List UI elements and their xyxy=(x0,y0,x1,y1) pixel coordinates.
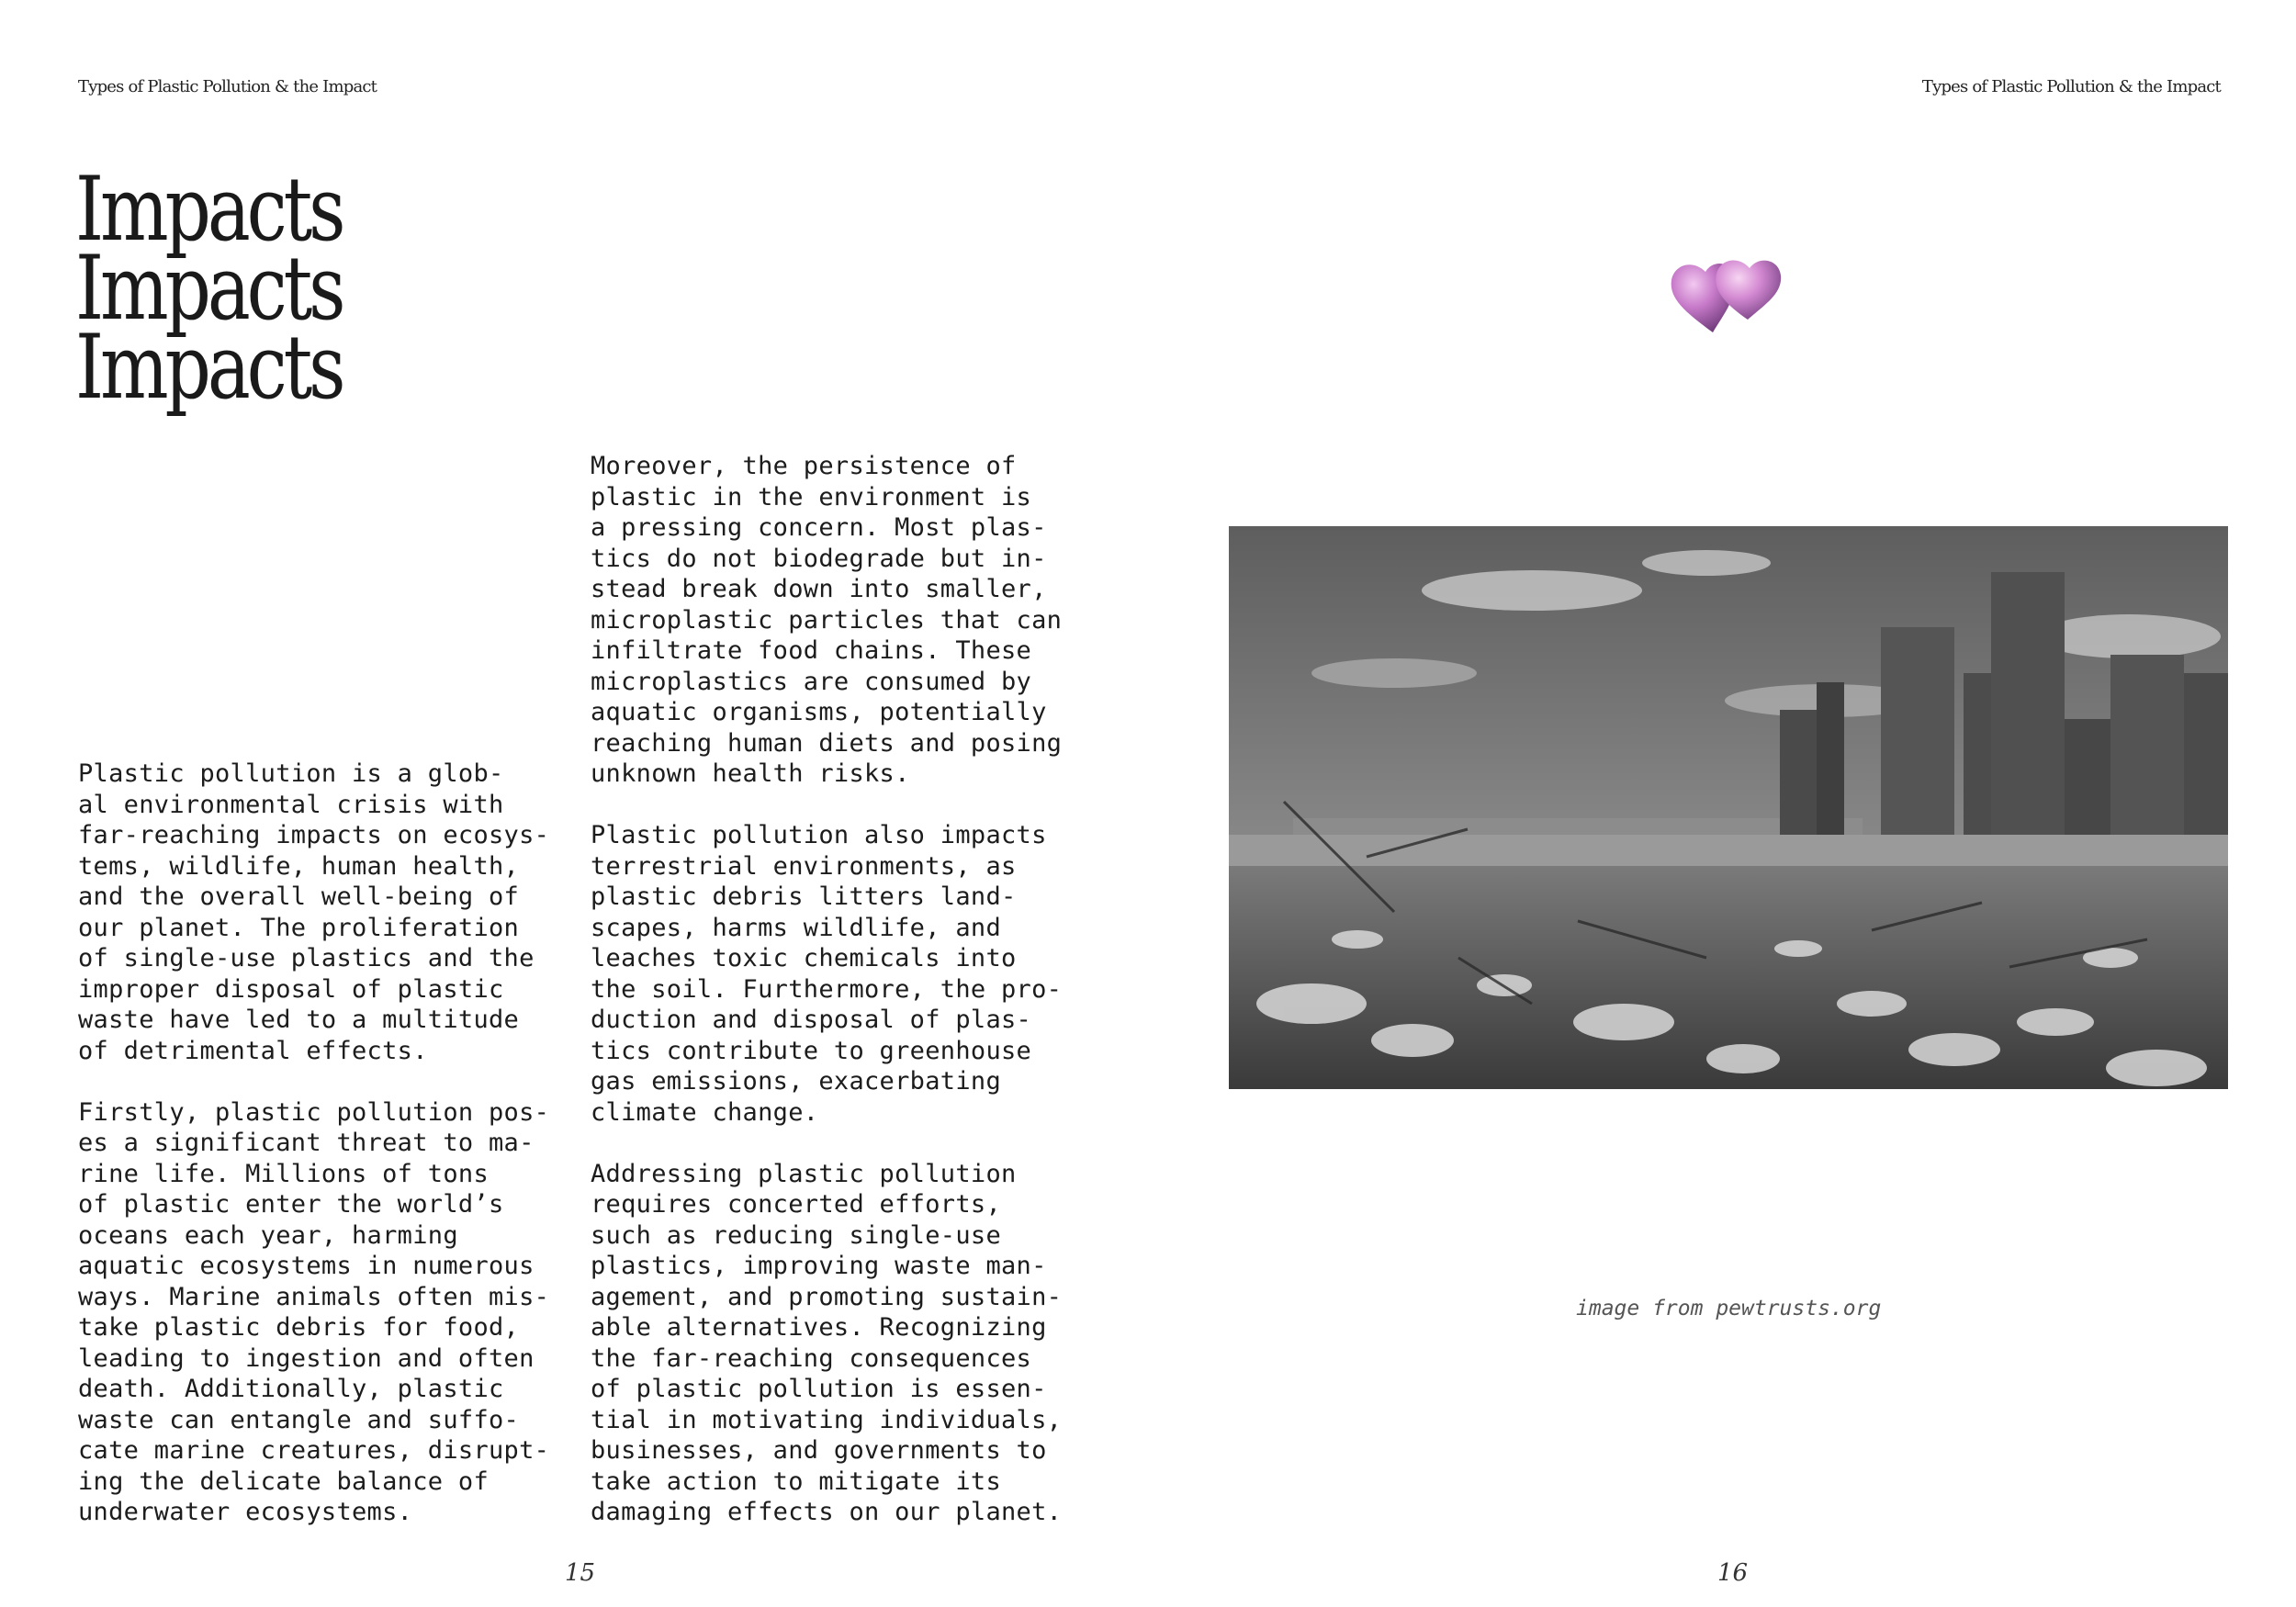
title-line: Impacts xyxy=(75,237,343,340)
paragraph: Addressing plastic pollution requires concerted efforts, such as reducing single-use plastics, improving waste man- agement, and promoting sustain- able alternatives. Recognizing the far-reaching consequences of plastic pollution is essen- tial in motivating individuals, businesses, and governments to take action to mitigate its damaging effects on our planet. xyxy=(591,1159,1063,1526)
page-number-right: 16 xyxy=(1717,1559,1749,1587)
paragraph: Moreover, the persistence of plastic in the environment is a pressing concern. Most plas- tics do not biodegrade but in- stead break down into smaller, microplastic particles that can infiltrate food chains. These microplastics are consumed by aquatic organisms, potentially reaching human diets and posing unknown health risks. xyxy=(591,452,1063,788)
page-number-left: 15 xyxy=(565,1559,596,1587)
two-hearts-icon xyxy=(1667,248,1791,340)
running-head-right: Types of Plastic Pollution & the Impact xyxy=(1921,77,2221,96)
beach-plastic-skyline-photo xyxy=(1229,526,2228,1089)
title-line: Impacts xyxy=(75,158,343,261)
photo-caption: image from pewtrusts.org xyxy=(1576,1297,1882,1320)
text-column-left xyxy=(78,759,549,1528)
paragraph: Plastic pollution is a glob- al environmental crisis with far-reaching impacts on ecosys- tems, wildlife, human health, and the overall well-being of our planet. The proliferation of single-use plastics and the improper disposal of plastic waste have led to a multitude of detrimental effects. xyxy=(78,759,550,1065)
page-title xyxy=(75,158,343,419)
paragraph: Firstly, plastic pollution pos- es a significant threat to ma- rine life. Millions of tons of plastic enter the world’s oceans each year, harming aquatic ecosystems in numerous ways. Marine animals often mis- take plastic debris for food, leading to ingestion and often death. Additionally, plastic waste can entangle and suffo- cate marine creatures, disrupt- ing the delicate balance of underwater ecosystems. xyxy=(78,1097,550,1526)
text-column-right xyxy=(591,451,1062,1528)
running-head-left: Types of Plastic Pollution & the Impact xyxy=(78,77,377,96)
title-line: Impacts xyxy=(75,316,343,419)
paragraph: Plastic pollution also impacts terrestrial environments, as plastic debris litters land- scapes, harms wildlife, and leaches toxic chemicals into the soil. Furthermore, the pro- duction and disposal of plas- tics contribute to greenhouse gas emissions, exacerbating climate change. xyxy=(591,821,1063,1127)
